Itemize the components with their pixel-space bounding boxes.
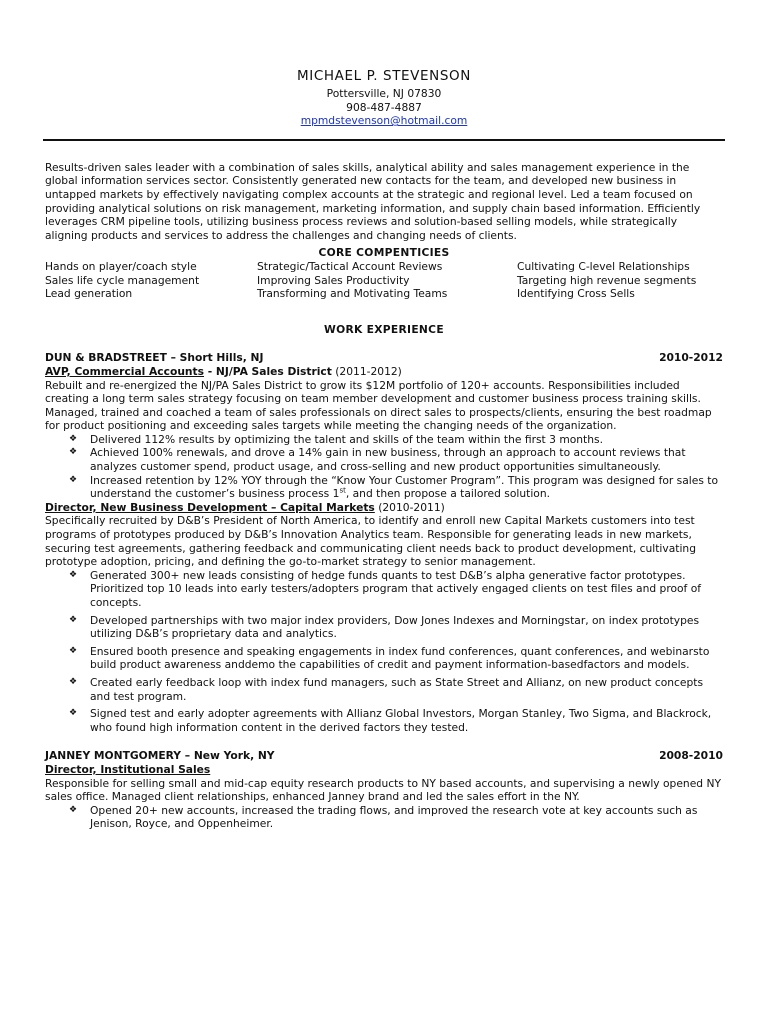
job-header-janney [45, 749, 723, 763]
role-dates: (2011-2012) [331, 364, 402, 378]
role-title: Director, Institutional Sales [45, 762, 211, 776]
role-description: Responsible for selling small and mid-cap equity research products to NY based accounts, and supervising a newly opened NY sales office. Managed client relationships, enhanced Janney brand and led the sales effort in the NY. [45, 776, 721, 804]
diamond-bullet-icon: ❖ [69, 474, 78, 485]
address: Pottersville, NJ 07830 [326, 87, 442, 100]
professional-summary: Results-driven sales leader with a combination of sales skills, analytical ability and sales management experience in the global information services sector. Consistently generated new contacts for the team, and developed new business in untapped markets by effectively navigating complex accounts at the strategic and regional level. Led a team focused on providing analytical solutions on risk management, marketing information, and supply chain based information. Efficiently leverages CRM pipeline tools, utilizing business process reviews and solution-based selling models, while strategically aligning products and services to address the challenges and changing needs of clients. [45, 160, 701, 242]
achievement-item: ❖ Opened 20+ new accounts, increased the trading flows, and improved the research vote at key accounts such as Jenison, Royce, and Oppenheimer. [69, 803, 698, 831]
competency-item: Identifying Cross Sells [517, 287, 635, 301]
candidate-name: MICHAEL P. STEVENSON [297, 68, 471, 84]
diamond-bullet-icon: ❖ [69, 569, 78, 580]
competency-item: Cultivating C-level Relationships [517, 259, 690, 273]
employment-years: 2010-2012 [659, 351, 723, 365]
diamond-bullet-icon: ❖ [69, 433, 78, 444]
role-title: AVP, Commercial Accounts [45, 364, 205, 378]
achievement-list [69, 433, 723, 501]
company-name: DUN & BRADSTREET – Short Hills, NJ [45, 351, 264, 365]
achievement-item: ❖ Developed partnerships with two major index providers, Dow Jones Indexes and Morningstar, on index prototypes utilizing D&B’s proprietary data and analytics. [69, 613, 700, 641]
achievement-list [69, 569, 723, 735]
competency-item: Transforming and Motivating Teams [257, 287, 448, 301]
competency-item: Lead generation [45, 287, 133, 301]
role-title-institutional-sales [45, 763, 723, 777]
role-description: Rebuilt and re-energized the NJ/PA Sales District to grow its $12M portfolio of 120+ accounts. Responsibilities included creating a long term sales strategy focusing on team member development and customer business process training skills. Managed, trained and coached a team of sales professionals on direct sales to prospects/clients, ensuring the best roadmap for product positioning and exceeding sales targets while meeting the changing needs of the organization. [45, 378, 712, 433]
competency-item: Targeting high revenue segments [517, 273, 697, 287]
competency-item: Hands on player/coach style [45, 259, 197, 273]
diamond-bullet-icon: ❖ [69, 645, 78, 656]
work-experience-heading: WORK EXPERIENCE [324, 322, 444, 336]
role-description: Specifically recruited by D&B’s President of North America, to identify and enroll new Capital Markets customers into test programs of prototypes produced by D&B’s Innovation Analytics team. Responsible for generating leads in new markets, securing test agreements, gathering feedback and communicating client needs back to product development, cultivating prototype adoption, pricing, and defining the go-to-market strategy to senior management. [45, 514, 696, 569]
role-district: - NJ/PA Sales District [204, 364, 332, 378]
achievement-list [69, 804, 723, 831]
competency-item: Sales life cycle management [45, 273, 200, 287]
achievement-item: ❖ Achieved 100% renewals, and drove a 14% gain in new business, through an approach to account reviews that analyzes customer spend, product usage, and cross-selling and new product opportunities simultaneously. [69, 446, 686, 474]
diamond-bullet-icon: ❖ [69, 614, 78, 625]
competency-item: Strategic/Tactical Account Reviews [257, 259, 443, 273]
achievement-item: ❖ Signed test and early adopter agreements with Allianz Global Investors, Morgan Stanley, Two Sigma, and Blackrock, who found high information content in the derived factors they tested. [69, 707, 712, 734]
achievement-item: ❖ Delivered 112% results by optimizing the talent and skills of the team within the first 3 months. [69, 432, 603, 446]
role-title: Director, New Business Development – Capital Markets [45, 500, 375, 514]
role-dates: (2010-2011) [374, 500, 445, 514]
competency-item: Improving Sales Productivity [257, 273, 410, 287]
resume-header [45, 0, 723, 128]
diamond-bullet-icon: ❖ [69, 804, 78, 815]
diamond-bullet-icon: ❖ [69, 676, 78, 687]
email-link[interactable]: mpmdstevenson@hotmail.com [300, 114, 468, 128]
role-title-director-bd [45, 501, 723, 515]
achievement-item: ❖ Created early feedback loop with index fund managers, such as State Street and Allianz, on new product concepts and test program. [69, 675, 704, 703]
competencies-grid [45, 260, 723, 301]
header-divider [43, 139, 725, 141]
diamond-bullet-icon: ❖ [69, 708, 78, 719]
achievement-item: ❖ Increased retention by 12% YOY through the “Know Your Customer Program”. This program was designed for sales to understand the customer’s business process 1st, and then propose a tailored solution. [69, 473, 719, 501]
employment-years: 2008-2010 [659, 749, 723, 763]
job-header-dnb [45, 351, 723, 365]
competencies-heading: CORE COMPENTICIES [318, 246, 450, 260]
diamond-bullet-icon: ❖ [69, 447, 78, 458]
company-name: JANNEY MONTGOMERY – New York, NY [45, 749, 275, 763]
achievement-item: ❖ Ensured booth presence and speaking engagements in index fund conferences, quant conferences, and webinarsto build product awareness anddemo the capabilities of credit and payment information-basedfactors and models. [69, 644, 710, 672]
role-title-avp [45, 365, 723, 379]
achievement-item: ❖ Generated 300+ new leads consisting of hedge funds quants to test D&B’s alpha generative factor prototypes. Prioritized top 10 leads into early testers/adopters program that actively engaged clients on test files and proof of concepts. [69, 568, 702, 609]
phone-number: 908-487-4887 [346, 100, 422, 114]
